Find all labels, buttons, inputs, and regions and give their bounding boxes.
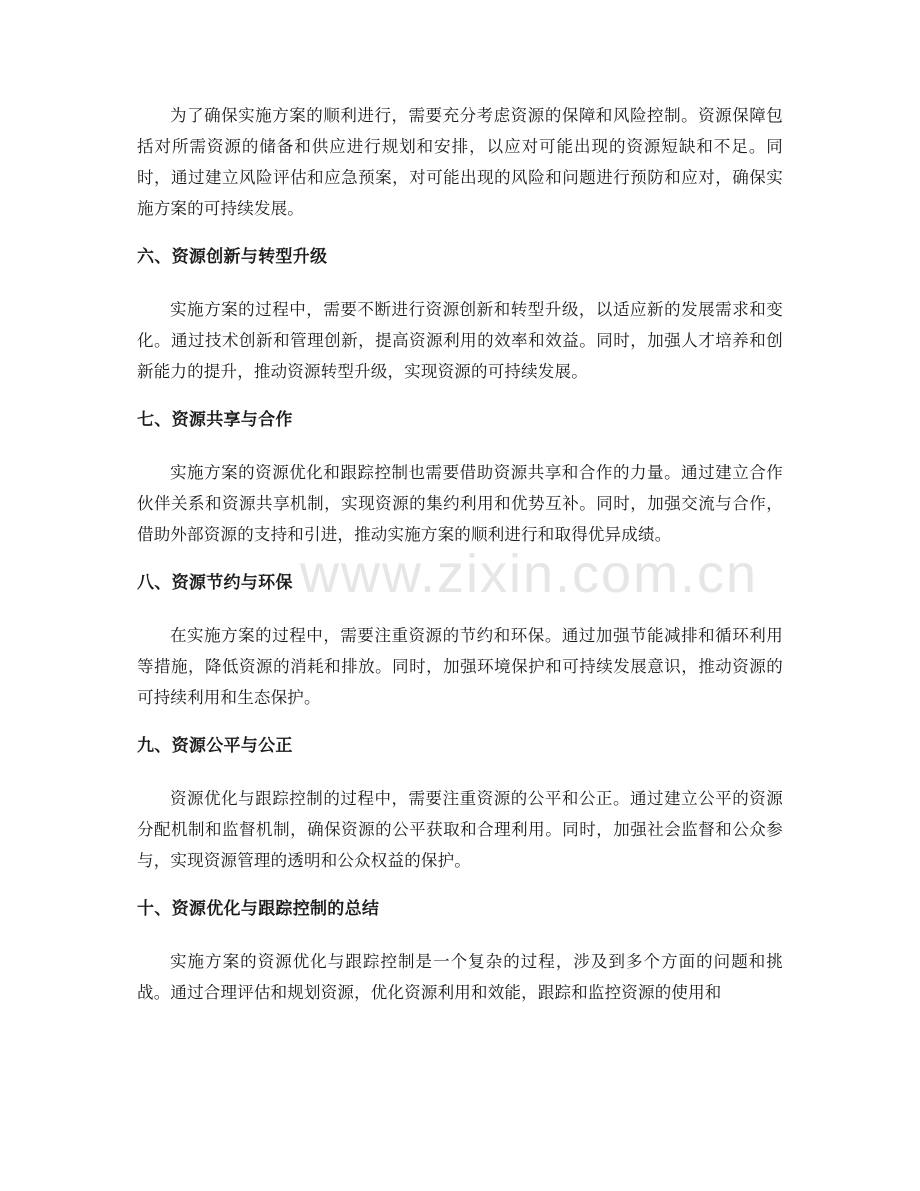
heading-section-9: 九、资源公平与公正 [137,736,293,756]
paragraph-section-6: 实施方案的过程中，需要不断进行资源创新和转型升级，以适应新的发展需求和变化。通过技术创新和管理创新，提高资源利用的效率和效益。同时，加强人才培养和创新能力的提升，推动资源转型升级，实现资源的可持续发展。 [137,300,783,381]
heading-section-8: 八、资源节约与环保 [137,573,293,593]
paragraph-section-9: 资源优化与跟踪控制的过程中，需要注重资源的公平和公正。通过建立公平的资源分配机制和监督机制，确保资源的公平获取和合理利用。同时，加强社会监督和公众参与，实现资源管理的透明和公众权益的保护。 [137,789,783,870]
heading-section-7: 七、资源共享与合作 [137,410,293,430]
heading-section-10: 十、资源优化与跟踪控制的总结 [137,899,380,919]
paragraph-section-8: 在实施方案的过程中，需要注重资源的节约和环保。通过加强节能减排和循环利用等措施，降低资源的消耗和排放。同时，加强环境保护和可持续发展意识，推动资源的可持续利用和生态保护。 [137,626,783,707]
paragraph-resource-guarantee: 为了确保实施方案的顺利进行，需要充分考虑资源的保障和风险控制。资源保障包括对所需资源的储备和供应进行规划和安排，以应对可能出现的资源短缺和不足。同时，通过建立风险评估和应急预案，对可能出现的风险和问题进行预防和应对，确保实施方案的可持续发展。 [137,106,783,218]
paragraph-section-10: 实施方案的资源优化与跟踪控制是一个复杂的过程，涉及到多个方面的问题和挑战。通过合理评估和规划资源，优化资源利用和效能，跟踪和监控资源的使用和 [137,952,783,1002]
document-body [137,100,783,1026]
watermark: www.zixin.com.cn [300,544,759,604]
paragraph-section-7: 实施方案的资源优化和跟踪控制也需要借助资源共享和合作的力量。通过建立合作伙伴关系和资源共享机制，实现资源的集约利用和优势互补。同时，加强交流与合作，借助外部资源的支持和引进，推动实施方案的顺利进行和取得优异成绩。 [137,463,783,544]
heading-section-6: 六、资源创新与转型升级 [137,247,328,267]
